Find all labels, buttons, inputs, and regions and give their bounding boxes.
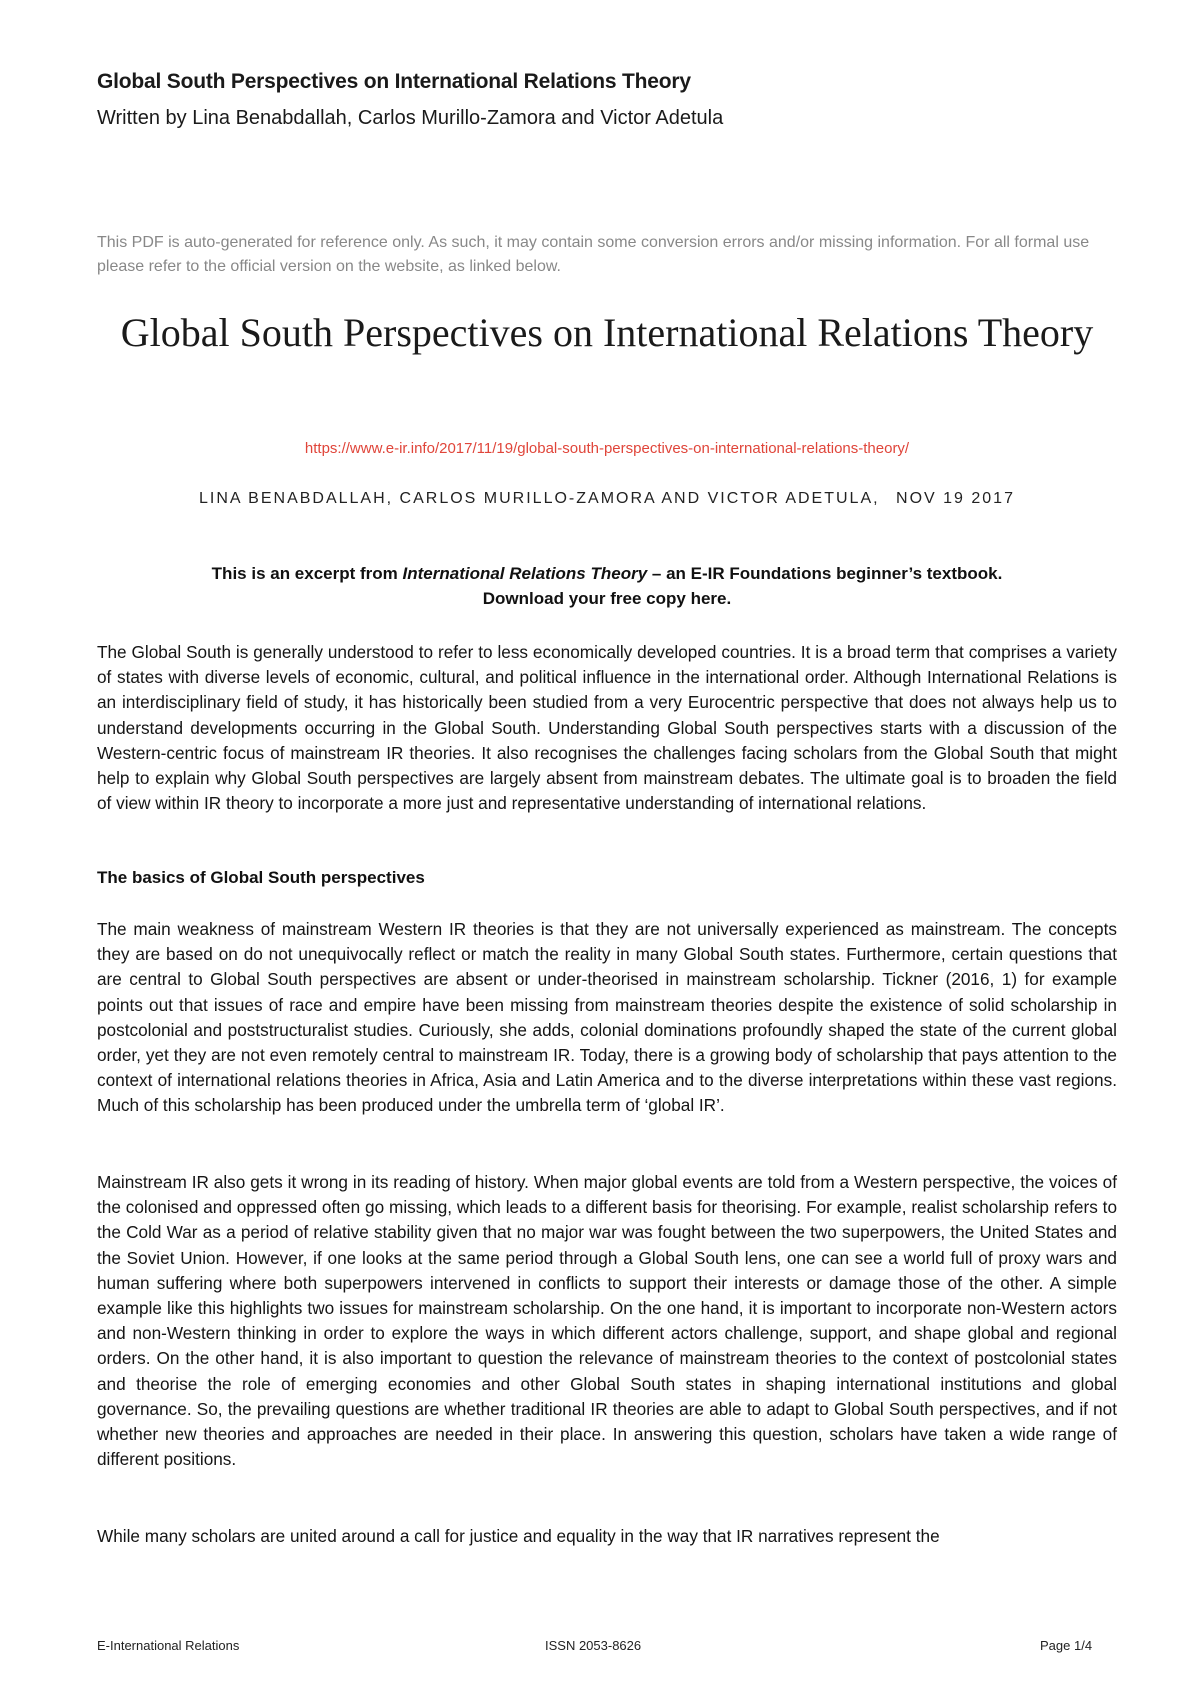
footer-issn: ISSN 2053-8626	[545, 1638, 642, 1653]
header-byline: Written by Lina Benabdallah, Carlos Murillo-Zamora and Victor Adetula	[97, 107, 724, 129]
excerpt-book-title: International Relations Theory	[402, 564, 648, 583]
header-title: Global South Perspectives on International Relations Theory	[97, 70, 691, 93]
excerpt-note	[97, 561, 1117, 611]
paragraph: Mainstream IR also gets it wrong in its reading of history. When major global events are told from a Western perspective, the voices of the colonised and oppressed often go missing, which leads to a different basis for theorising. For example, realist scholarship refers to the Cold War as a period of relative stability given that no major war was fought between the two superpowers, the United States and the Soviet Union. However, if one looks at the same period through a Global South lens, one can see a world full of proxy wars and human suffering where both superpowers intervened in conflicts to support their interests or damage those of the other. A simple example like this highlights two issues for mainstream scholarship. On the one hand, it is important to incorporate non-Western actors and non-Western thinking in order to explore the ways in which different actors challenge, support, and shape global and regional orders. On the other hand, it is also important to question the relevance of mainstream theories to the context of postcolonial states and theorise the role of emerging economies and other Global South states in shaping international institutions and global governance. So, the prevailing questions are whether traditional IR theories are able to adapt to Global South perspectives, and if not whether new theories and approaches are needed in their place. In answering this question, scholars have taken a wide range of different positions.	[97, 1172, 1117, 1470]
disclaimer-note: This PDF is auto-generated for reference only. As such, it may contain some conversion errors and/or missing information. For all formal use please refer to the official version on the website, as linked below.	[97, 234, 1090, 275]
paragraph-intro: The Global South is generally understood to refer to less economically developed countries. It is a broad term that comprises a variety of states with diverse levels of economic, cultural, and political influence in the international order. Although International Relations is an interdisciplinary field of study, it has historically been studied from a very Eurocentric perspective that does not always help us to understand developments occurring in the Global South. Understanding Global South perspectives starts with a discussion of the Western-centric focus of mainstream IR theories. It also recognises the challenges facing scholars from the Global South that might help to explain why Global South perspectives are largely absent from mainstream debates. The ultimate goal is to broaden the field of view within IR theory to incorporate a more just and representative understanding of international relations.	[97, 642, 1117, 814]
download-link[interactable]: Download your free copy here.	[482, 589, 732, 608]
excerpt-suffix: – an E-IR Foundations beginner’s textbook.	[647, 564, 1003, 583]
article-url-link[interactable]: https://www.e-ir.info/2017/11/19/global-south-perspectives-on-international-relations-theory/	[304, 440, 910, 457]
excerpt-prefix: This is an excerpt from	[211, 564, 403, 583]
paragraph: The main weakness of mainstream Western IR theories is that they are not universally experienced as mainstream. The concepts they are based on do not unequivocally reflect or match the reality in many Global South states. Furthermore, certain questions that are central to Global South perspectives are absent or under-theorised in mainstream scholarship. Tickner (2016, 1) for example points out that issues of race and empire have been missing from mainstream theories despite the existence of solid scholarship in postcolonial and poststructuralist studies. Curiously, she adds, colonial dominations profoundly shaped the state of the current global order, yet they are not even remotely central to mainstream IR. Today, there is a growing body of scholarship that pays attention to the context of international relations theories in Africa, Asia and Latin America and to the diverse interpretations within these vast regions. Much of this scholarship has been produced under the umbrella term of ‘global IR’.	[97, 919, 1117, 1116]
paragraph: While many scholars are united around a call for justice and equality in the way that IR narratives represent the	[97, 1526, 940, 1546]
footer-page-number: Page 1/4	[1040, 1638, 1093, 1653]
authors: LINA BENABDALLAH, CARLOS MURILLO-ZAMORA AND VICTOR ADETULA,	[199, 490, 880, 507]
footer-publisher: E-International Relations	[97, 1638, 240, 1653]
authors-date-line	[97, 490, 1117, 508]
publish-date: NOV 19 2017	[896, 490, 1015, 507]
article-title: Global South Perspectives on International Relations Theory	[120, 310, 1094, 355]
section-heading: The basics of Global South perspectives	[97, 868, 425, 887]
